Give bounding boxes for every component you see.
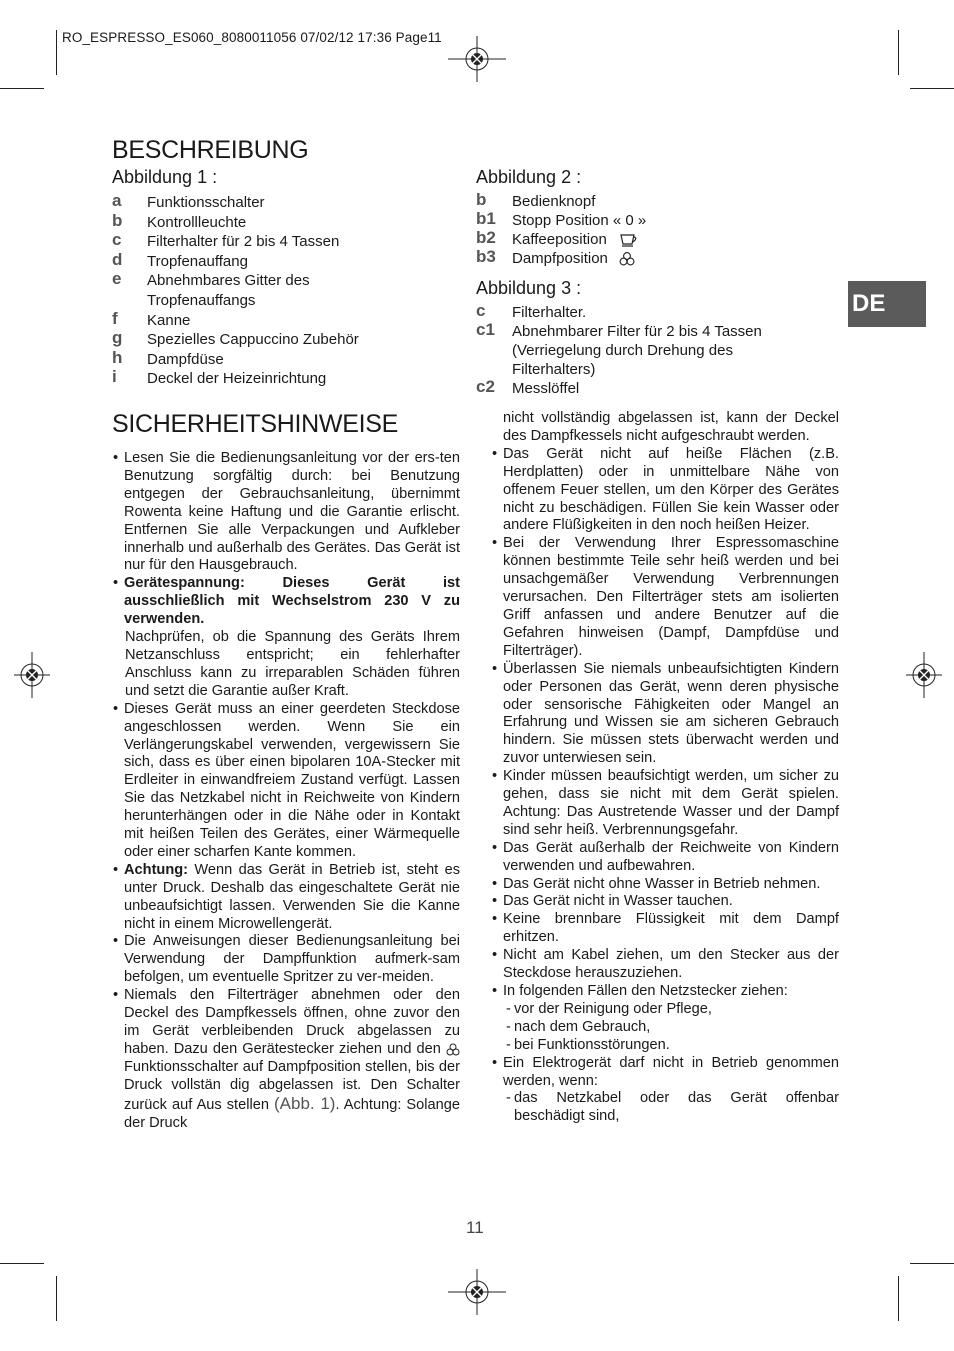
item-key: b (476, 190, 487, 209)
paragraph: • Ein Elektrogerät darf nicht in Betrieb genommen werden, wenn: (492, 1055, 839, 1091)
item-label: Tropfenauffang (147, 252, 248, 270)
item-key: b2 (476, 227, 496, 247)
paragraph: nicht vollständig abgelassen ist, kann der Deckel des Dampfkessels nicht aufgeschraubt werden. (503, 410, 839, 444)
item-label: Filterhalter für 2 bis 4 Tassen (147, 233, 340, 251)
text: Wenn das Gerät in Betrieb ist, steht es unter Druck. Deshalb das eingeschaltete Gerät nie unbeaufsichtigt lassen. Verwenden Sie die Kanne nicht in einem Microwellengerät. (124, 861, 460, 932)
bullet-item: • Keine brennbare Flüssigkeit mit dem Dampf erhitzen. (492, 911, 839, 947)
dash-item: - bei Funktionsstörungen. (503, 1037, 839, 1055)
item-key: c (476, 301, 486, 320)
crop-mark (898, 30, 899, 75)
dash-item: - nach dem Gebrauch, (503, 1019, 839, 1037)
dash-item: - vor der Reinigung oder Pflege, (503, 1001, 839, 1019)
item-label: Kontrollleuchte (147, 213, 247, 231)
text: Niemals den Filterträger abnehmen oder den Deckel des Dampfkessels öffnen, ohne zuvor den im Gerät verbleibenden Druck abgelassen zu haben. Dazu den Gerätestecker ziehen und den (124, 987, 460, 1057)
item-key: e (112, 269, 122, 289)
item-text (147, 213, 246, 232)
steam-icon (446, 1042, 460, 1057)
item-text (512, 322, 762, 341)
bullet-item: • Kinder müssen beaufsichtigt werden, um sicher zu gehen, dass sie nicht mit dem Gerät spielen. Achtung: Das Austretende Wasser und der Dampf sind sehr heiß. Verbrennungsgefahr. (492, 768, 839, 840)
item-text (512, 341, 733, 360)
item-text (512, 249, 636, 268)
bullet-item: • Das Gerät nicht ohne Wasser in Betrieb nehmen. (492, 876, 839, 894)
item-label: Funktionsschalter (147, 194, 265, 211)
item-key: b (112, 210, 123, 230)
page-number: 11 (466, 1218, 484, 1237)
item-text (512, 192, 595, 211)
bullet-item: • Bei der Verwendung Ihrer Espressomaschine können bestimmte Teile sehr heiß werden und bei unsachgemäßer Verwendung Verbrennungen verursachen. Den Filterträger stets am isolierten Griff anfassen und andere Benutzer auf die Gefahren hinweisen (Dampf, Dampfdüse und Filterträger). (492, 535, 839, 660)
item-label: Filterhalter. (512, 304, 587, 321)
paragraph: • Lesen Sie die Bedienungsanleitung vor der ers-ten Benutzung sorgfältig durch: bei Benutzung entgegen der Gebrauchsanleitung, übernimmt Rowenta keine Haftung und die Garantie erlischt. Entfernen Sie alle Verpackungen und Aufkleber innerhalb und außerhalb des Gerätes. Das Gerät ist nur für den Hausgebrauch. (113, 450, 460, 575)
text: Funktionsschalter auf Dampfposition stellen, bis der Druck vollstän dig abgelassen ist. Den Schalter zurück auf Aus stellen (124, 1058, 460, 1113)
crop-mark (910, 88, 954, 89)
item-label: Dampfposition (512, 249, 608, 267)
crop-mark (910, 1263, 954, 1264)
dash-list (492, 1090, 839, 1126)
item-key: h (112, 347, 123, 367)
item-text (147, 291, 255, 310)
item-key: c1 (476, 319, 495, 339)
item-label: Spezielles Cappuccino Zubehör (147, 331, 359, 349)
item-text (512, 230, 639, 249)
cup-icon (619, 232, 639, 248)
bullet-item: • Das Gerät nicht auf heiße Flächen (z.B. Herdplatten) oder in unmittelbare Nähe von offenem Feuer stellen, um den Körper des Gerätes nicht zu beschädigen. Füllen Sie kein Wasser oder andere Flüßigkeiten in den noch heißen Heizer. (492, 446, 839, 536)
item-key: b1 (476, 208, 496, 228)
item-label: Bedienknopf (512, 193, 596, 210)
item-label: Stopp Position « 0 » (512, 211, 647, 229)
crop-mark (0, 88, 44, 89)
item-key: d (112, 249, 123, 269)
dash-list (492, 1001, 839, 1055)
crop-mark (56, 1276, 57, 1321)
item-key: g (112, 328, 123, 348)
item-label: Tropfenauffangs (147, 292, 256, 309)
right-column (492, 410, 839, 1126)
bullet-item: • Das Gerät außerhalb der Reichweite von Kindern verwenden und aufbewahren. (492, 840, 839, 876)
item-label: Deckel der Heizeinrichtung (147, 370, 327, 388)
item-key: a (112, 191, 122, 210)
print-slug: RO_ESPRESSO_ES060_8080011056 07/02/12 17:36 Page11 (62, 30, 442, 45)
item-text (147, 330, 359, 349)
steam-icon (618, 250, 636, 268)
language-tab: DE (848, 281, 926, 327)
item-label: Messlöffel (512, 379, 580, 397)
registration-mark-icon (448, 1269, 506, 1315)
registration-mark-icon (906, 652, 942, 698)
crop-mark (898, 1276, 899, 1321)
item-label: (Verriegelung durch Drehung des (512, 341, 733, 359)
paragraph: • Dieses Gerät muss an einer geerdeten Steckdose angeschlossen werden. Wenn Sie ein Verlängerungskabel verwenden, vergewissern Sie sich, dass es über einen bipolaren 10A-Stecker mit Erdleiter in einwandfreiem Zustand verfügt. Lassen Sie das Netzkabel nicht in Reichweite von Kindern herunterhängen oder in die Nähe oder in Kontakt mit heißen Teilen des Gerätes, einer Wärmequelle oder einer scharfen Kante kommen. (113, 701, 460, 862)
item-label: Dampfdüse (147, 350, 224, 368)
bold-text: Gerätespannung: Dieses Gerät ist ausschließlich mit Wechselstrom 230 V zu verwenden. (124, 575, 460, 628)
figure-reference: (Abb. 1) (274, 1093, 336, 1113)
item-text (147, 252, 248, 271)
item-text (512, 360, 595, 379)
section-title-sicherheit: SICHERHEITSHINWEISE (112, 410, 398, 438)
item-label: Kanne (147, 311, 191, 329)
item-text (147, 311, 190, 330)
item-text (147, 271, 310, 290)
figure-2-title: Abbildung 2 : (476, 167, 582, 187)
item-text (147, 350, 224, 369)
item-key: i (112, 367, 117, 387)
item-label: Abnehmbares Gitter des (147, 272, 310, 290)
text: . Achtung: Solange der Druck (124, 1096, 460, 1131)
item-text (512, 379, 579, 398)
item-label: Filterhalters) (512, 360, 596, 378)
bullet-item: • Das Gerät nicht in Wasser tauchen. (492, 893, 839, 911)
bold-text: Achtung: (124, 861, 189, 878)
left-column (113, 450, 460, 1132)
crop-mark (56, 30, 57, 75)
item-key: f (112, 308, 118, 328)
dash-item: - das Netzkabel oder das Gerät offenbar beschädigt sind, (503, 1090, 839, 1126)
item-key: b3 (476, 246, 496, 266)
paragraph: • Die Anweisungen dieser Bedienungsanleitung bei Verwendung der Dampffunktion aufmerk-sam befolgen, um eventuelle Spritzer zu ver-meiden. (113, 933, 460, 987)
paragraph (113, 862, 460, 934)
paragraph (113, 575, 460, 629)
registration-mark-icon (448, 36, 506, 82)
bullet-item: • Nicht am Kabel ziehen, um den Stecker aus der Steckdose herauszuziehen. (492, 947, 839, 983)
bullet-item: • Überlassen Sie niemals unbeaufsichtigten Kindern oder Personen das Gerät, wenn deren physische oder sensorische Fähigkeiten oder Mangel an Erfahrung und Wissen sie am sicheren Gebrauch hindern. Sie müssen stets überwacht werden und zuvor unterwiesen sein. (492, 661, 839, 768)
item-key: c (112, 230, 122, 250)
crop-mark (0, 1263, 44, 1264)
bullet-item: • In folgenden Fällen den Netzstecker ziehen: (492, 983, 839, 1001)
paragraph (113, 987, 460, 1132)
item-text (147, 369, 326, 388)
item-text (512, 211, 646, 230)
bullet-list (492, 446, 839, 1001)
item-text (512, 303, 586, 322)
item-text (147, 232, 339, 251)
registration-mark-icon (14, 652, 50, 698)
item-label: Kaffeeposition (512, 230, 607, 248)
section-title-beschreibung: BESCHREIBUNG (112, 136, 309, 164)
item-label: Abnehmbarer Filter für 2 bis 4 Tassen (512, 322, 762, 340)
item-text (147, 193, 265, 212)
item-key: c2 (476, 376, 495, 396)
paragraph: Nachprüfen, ob die Spannung des Geräts Ihrem Netzanschluss entspricht; ein fehlerhafter Anschluss kann zu irreparablen Schäden führen und setzt die Garantie außer Kraft. (125, 629, 460, 699)
figure-1-title: Abbildung 1 : (112, 167, 218, 187)
figure-3-title: Abbildung 3 : (476, 278, 582, 298)
